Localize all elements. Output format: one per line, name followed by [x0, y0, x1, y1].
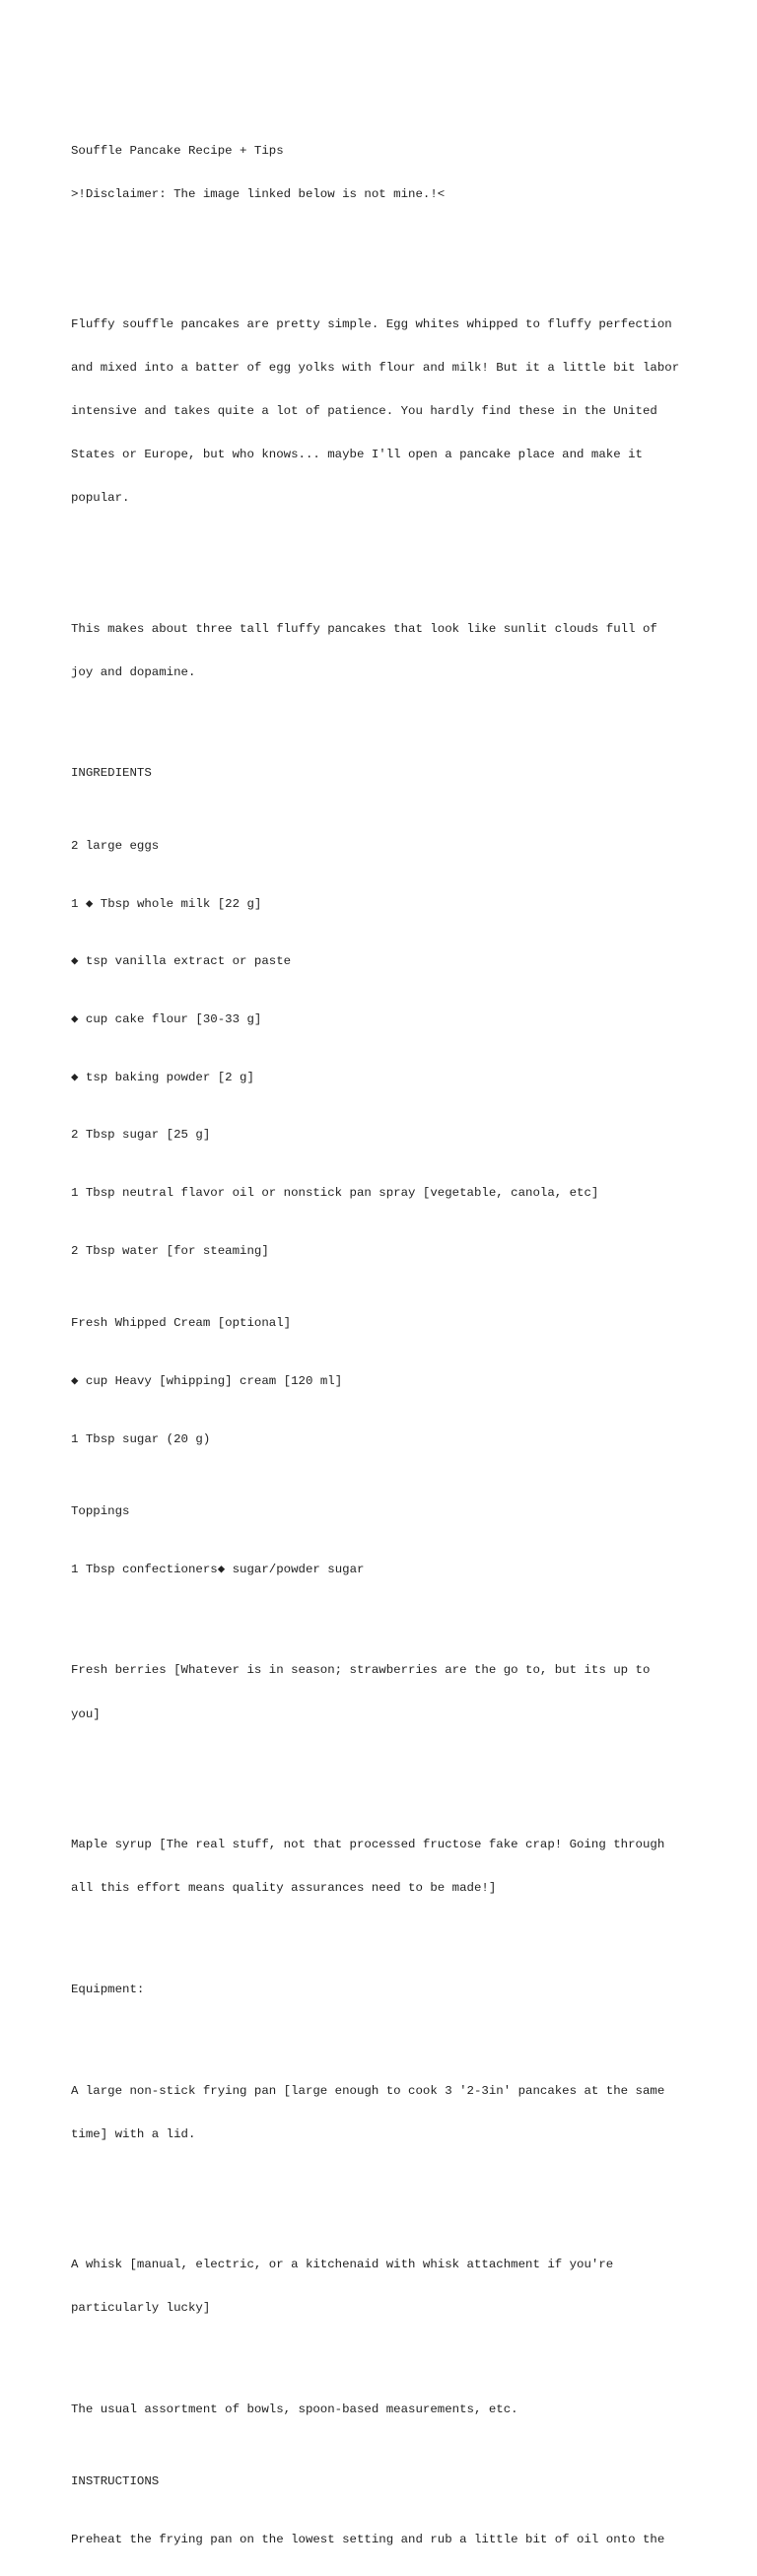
instruction-step: Preheat the frying pan on the lowest setting and rub a little bit of oil onto the — [71, 2532, 665, 2546]
topping-syrup — [71, 1808, 702, 1924]
instructions-heading: INSTRUCTIONS — [71, 2474, 160, 2489]
equipment-pan — [71, 2054, 702, 2171]
yield-line: joy and dopamine. — [71, 664, 196, 679]
equipment-whisk-line: A whisk [manual, electric, or a kitchenaid with whisk attachment if you're — [71, 2257, 614, 2271]
topping-confectioners-sugar: 1 Tbsp confectioners◆ sugar/powder sugar — [71, 1562, 365, 1576]
intro-line: States or Europe, but who knows... maybe I'll open a pancake place and make it — [71, 448, 643, 462]
equipment-pan-line: A large non-stick frying pan [large enough to cook 3 '2-3in' pancakes at the same — [71, 2083, 665, 2098]
ingredient-sugar: 2 Tbsp sugar [25 g] — [71, 1128, 211, 1143]
whipped-cream-item: 1 Tbsp sugar (20 g) — [71, 1431, 211, 1446]
ingredients-heading: INGREDIENTS — [71, 766, 152, 781]
ingredient-oil: 1 Tbsp neutral flavor oil or nonstick pan spray [vegetable, canola, etc] — [71, 1186, 599, 1201]
topping-berries-line: you] — [71, 1706, 101, 1721]
topping-berries-line: Fresh berries [Whatever is in season; strawberries are the go to, but its up to — [71, 1663, 651, 1678]
yield-paragraph — [71, 592, 702, 709]
ingredient-flour: ◆ cup cake flour [30-33 g] — [71, 1011, 262, 1026]
intro-line: Fluffy souffle pancakes are pretty simple. Egg whites whipped to fluffy perfection — [71, 316, 672, 331]
equipment-pan-line: time] with a lid. — [71, 2126, 196, 2141]
equipment-whisk — [71, 2228, 702, 2344]
equipment-whisk-line: particularly lucky] — [71, 2300, 211, 2315]
equipment-other: The usual assortment of bowls, spoon-based measurements, etc. — [71, 2402, 518, 2416]
equipment-heading: Equipment: — [71, 1982, 145, 1996]
ingredient-milk: 1 ◆ Tbsp whole milk [22 g] — [71, 896, 262, 911]
header-block — [71, 114, 702, 231]
document-page — [71, 71, 702, 2576]
topping-syrup-line: Maple syrup [The real stuff, not that processed fructose fake crap! Going through — [71, 1837, 665, 1851]
whipped-cream-heading: Fresh Whipped Cream [optional] — [71, 1316, 292, 1331]
ingredient-eggs: 2 large eggs — [71, 838, 160, 853]
intro-line: intensive and takes quite a lot of patience. You hardly find these in the United — [71, 404, 657, 419]
ingredient-vanilla: ◆ tsp vanilla extract or paste — [71, 954, 292, 969]
ingredient-baking-powder: ◆ tsp baking powder [2 g] — [71, 1070, 254, 1084]
ingredient-water: 2 Tbsp water [for steaming] — [71, 1243, 269, 1258]
yield-line: This makes about three tall fluffy pancakes that look like sunlit clouds full of — [71, 621, 657, 636]
topping-berries — [71, 1635, 702, 1751]
topping-syrup-line: all this effort means quality assurances need to be made!] — [71, 1880, 497, 1895]
intro-paragraph — [71, 288, 702, 534]
intro-line: popular. — [71, 491, 130, 506]
intro-line: and mixed into a batter of egg yolks with flour and milk! But it a little bit labor — [71, 360, 680, 375]
disclaimer: >!Disclaimer: The image linked below is not mine.!< — [71, 186, 446, 201]
toppings-heading: Toppings — [71, 1503, 130, 1518]
whipped-cream-item: ◆ cup Heavy [whipping] cream [120 ml] — [71, 1373, 343, 1388]
document-title: Souffle Pancake Recipe + Tips — [71, 143, 284, 158]
